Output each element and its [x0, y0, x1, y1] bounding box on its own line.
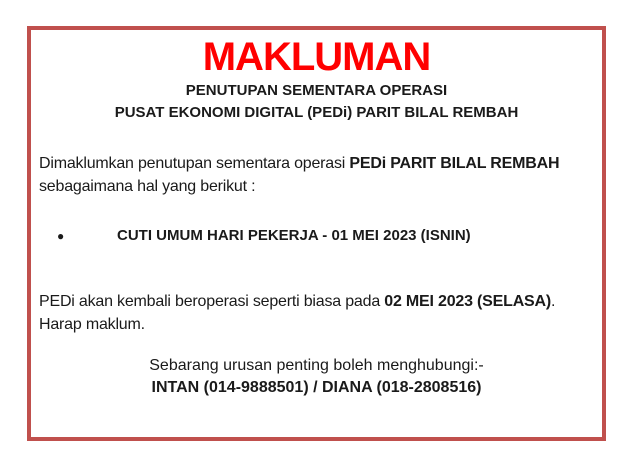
notice-title: MAKLUMAN — [202, 35, 431, 79]
closing-line-1-regular: PEDi akan kembali beroperasi seperti biasa pada — [39, 293, 385, 310]
bullet-icon: ● — [57, 229, 65, 243]
intro-line-1-bold: PEDi PARIT BILAL REMBAH — [349, 155, 560, 172]
closing-line-2: Harap maklum. — [39, 316, 145, 333]
intro-line-1-regular: Dimaklumkan penutupan sementara operasi — [39, 155, 350, 172]
contact-heading: Sebarang urusan penting boleh menghubungi:- — [149, 357, 484, 374]
closing-paragraph — [39, 290, 594, 336]
intro-line-2: sebagaimana hal yang berikut : — [39, 178, 256, 195]
notice-frame — [27, 26, 606, 441]
intro-line-1 — [39, 152, 594, 175]
closing-line-1-bold: 02 MEI 2023 (SELASA) — [384, 293, 552, 310]
closing-line-1 — [39, 290, 594, 313]
bullet-item — [39, 226, 594, 246]
notice-subtitle-line-1: PENUTUPAN SEMENTARA OPERASI — [185, 82, 448, 99]
notice-subtitle-line-2: PUSAT EKONOMI DIGITAL (PEDi) PARIT BILAL REMBAH — [114, 104, 519, 121]
contact-numbers: INTAN (014-9888501) / DIANA (018-2808516) — [151, 379, 482, 396]
intro-paragraph — [39, 152, 594, 198]
closing-line-1-end: . — [551, 293, 556, 310]
bullet-label: CUTI UMUM HARI PEKERJA - 01 MEI 2023 (ISNIN) — [117, 227, 471, 244]
